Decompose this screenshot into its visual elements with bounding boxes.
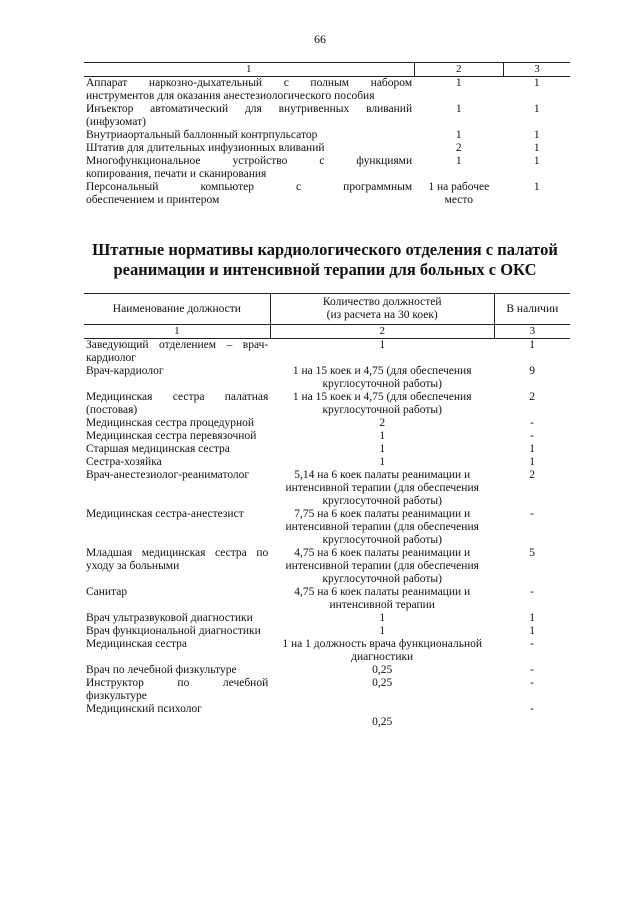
table-row <box>84 703 570 729</box>
equipment-name-cell <box>84 103 414 129</box>
table-row <box>84 417 570 430</box>
position-name-line: Медицинская сестра перевязочной <box>86 430 257 442</box>
position-count-line: круглосуточной работы) <box>322 378 442 390</box>
table-row <box>84 365 570 391</box>
equipment-available: 1 <box>533 181 540 193</box>
equipment-name-cell <box>84 155 414 181</box>
table-row <box>84 612 570 625</box>
staff-table-header <box>84 294 570 325</box>
equipment-quantity-line: 2 <box>455 142 462 154</box>
position-available: - <box>530 664 534 676</box>
position-name-cell <box>84 547 270 586</box>
position-name-line: Медицинский психолог <box>86 703 202 715</box>
position-name-cell <box>84 664 270 677</box>
position-name-line: Врач по лечебной физкультуре <box>86 664 237 676</box>
equipment-name-cell <box>84 181 414 207</box>
table-row <box>84 456 570 469</box>
table-row <box>84 155 570 181</box>
staff-table-body <box>84 339 570 730</box>
equipment-quantity-line: 1 <box>455 77 462 89</box>
equipment-quantity-cell <box>414 103 503 129</box>
equipment-name-cell <box>84 142 414 155</box>
section-title-line: Штатные нормативы кардиологического отделения с палатой <box>92 240 558 259</box>
position-count-line: 1 <box>379 456 386 468</box>
equipment-name-line: Аппарат наркозно-дыхательный с полным набором <box>86 77 413 89</box>
position-count-line: интенсивной терапии <box>329 599 435 611</box>
position-count-line <box>272 703 492 716</box>
position-available: 1 <box>529 625 535 637</box>
position-count-line: 1 на 1 должность врача функциональной <box>282 638 483 650</box>
position-name-cell <box>84 443 270 456</box>
equipment-available: 1 <box>533 142 540 154</box>
position-available: 5 <box>529 547 535 559</box>
position-available: - <box>530 430 534 442</box>
equipment-available: 1 <box>533 155 540 167</box>
position-name-cell <box>84 677 270 703</box>
position-name-line: Заведующий отделением – врач- <box>86 339 269 351</box>
position-name-line: Санитар <box>86 586 128 598</box>
table-row <box>84 443 570 456</box>
position-count-line: интенсивной терапии (для обеспечения <box>285 560 479 572</box>
position-count-cell <box>270 469 494 508</box>
position-count-cell <box>270 443 494 456</box>
position-name-line: Инструктор по лечебной <box>86 677 269 689</box>
position-count-cell <box>270 365 494 391</box>
position-count-line: 1 <box>379 430 386 442</box>
table-row <box>84 638 570 664</box>
position-name-line: Врач-анестезиолог-реаниматолог <box>86 469 250 481</box>
available-column-header: В наличии <box>494 294 570 325</box>
position-name-cell <box>84 456 270 469</box>
position-available: - <box>530 703 534 715</box>
equipment-name-line: обеспечением и принтером <box>86 194 220 206</box>
equipment-quantity-line: 1 <box>455 155 462 167</box>
column-number: 1 <box>84 325 270 339</box>
equipment-available: 1 <box>533 103 540 115</box>
position-count-cell <box>270 703 494 729</box>
position-name-cell <box>84 703 270 729</box>
page-number: 66 <box>314 32 326 46</box>
position-available: 1 <box>529 456 535 468</box>
position-available: 1 <box>529 612 535 624</box>
position-count-line: круглосуточной работы) <box>322 404 442 416</box>
position-count-line: интенсивной терапии (для обеспечения <box>285 521 479 533</box>
position-count-cell <box>270 638 494 664</box>
position-count-line: 1 <box>379 339 386 351</box>
equipment-table-body <box>84 77 570 208</box>
position-name-line: Сестра-хозяйка <box>86 456 162 468</box>
position-count-line: 1 на 15 коек и 4,75 (для обеспечения <box>292 391 472 403</box>
staff-table <box>84 293 570 729</box>
equipment-quantity-cell <box>414 142 503 155</box>
position-count-cell <box>270 664 494 677</box>
table-row <box>84 103 570 129</box>
position-name-line: Медицинская сестра палатная <box>86 391 269 403</box>
equipment-name-line: Многофункциональное устройство с функциями <box>86 155 413 167</box>
position-name-cell <box>84 612 270 625</box>
position-name-line: (постовая) <box>86 404 138 416</box>
position-available: - <box>530 677 534 689</box>
position-name-cell <box>84 638 270 664</box>
column-header-1: 1 <box>84 63 414 77</box>
position-count-cell <box>270 456 494 469</box>
table-row <box>84 339 570 366</box>
equipment-quantity-line: 1 на рабочее <box>428 181 490 193</box>
position-available: 1 <box>529 443 535 455</box>
table-row <box>84 547 570 586</box>
count-column-header <box>270 294 494 325</box>
position-count-cell <box>270 612 494 625</box>
position-available: 1 <box>529 339 535 351</box>
count-header-line: Количество должностей <box>322 296 442 308</box>
position-count-line: диагностики <box>351 651 414 663</box>
position-available: - <box>530 417 534 429</box>
equipment-quantity-line: 1 <box>455 129 462 141</box>
position-count-cell <box>270 508 494 547</box>
position-count-line: 0,25 <box>372 677 393 689</box>
table-row <box>84 677 570 703</box>
position-count-line: 2 <box>379 417 386 429</box>
table-row <box>84 430 570 443</box>
position-count-line: 4,75 на 6 коек палаты реанимации и <box>294 547 471 559</box>
equipment-quantity-line: место <box>444 194 473 206</box>
position-name-line: кардиолог <box>86 352 136 364</box>
table-row <box>84 129 570 142</box>
equipment-name-line: (инфузомат) <box>86 116 146 128</box>
position-count-line: 7,75 на 6 коек палаты реанимации и <box>294 508 471 520</box>
section-title-line: реанимации и интенсивной терапии для больных с ОКС <box>113 260 537 279</box>
position-count-cell <box>270 391 494 417</box>
equipment-quantity-cell <box>414 181 503 207</box>
position-name-cell <box>84 417 270 430</box>
table-row <box>84 469 570 508</box>
position-column-header: Наименование должности <box>84 294 270 325</box>
position-count-cell <box>270 677 494 703</box>
column-header-2: 2 <box>414 63 503 77</box>
position-count-line: 1 <box>379 625 386 637</box>
position-name-line: Младшая медицинская сестра по <box>86 547 269 559</box>
position-name-cell <box>84 391 270 417</box>
equipment-available: 1 <box>533 77 540 89</box>
position-count-line: интенсивной терапии (для обеспечения <box>285 482 479 494</box>
equipment-name-line: инструментов для оказания анестезиологического пособия <box>86 90 375 102</box>
count-header-line: (из расчета на 30 коек) <box>326 309 438 321</box>
equipment-name-line: Инъектор автоматический для внутривенных вливаний <box>86 103 413 115</box>
section-title <box>80 240 570 280</box>
position-name-line: Медицинская сестра <box>86 638 188 650</box>
position-count-cell <box>270 625 494 638</box>
equipment-name-cell <box>84 129 414 142</box>
table-row <box>84 77 570 104</box>
position-name-cell <box>84 625 270 638</box>
equipment-name-line: копирования, печати и сканирования <box>86 168 267 180</box>
equipment-table <box>84 62 570 207</box>
position-name-line: Врач функциональной диагностики <box>86 625 261 637</box>
table-row <box>84 391 570 417</box>
position-name-cell <box>84 469 270 508</box>
equipment-quantity-line: 1 <box>455 103 462 115</box>
table-row <box>84 664 570 677</box>
position-count-line: круглосуточной работы) <box>322 573 442 585</box>
column-number: 2 <box>270 325 494 339</box>
position-count-line: 4,75 на 6 коек палаты реанимации и <box>294 586 471 598</box>
position-name-cell <box>84 339 270 366</box>
equipment-quantity-cell <box>414 77 503 104</box>
position-available: 9 <box>529 365 535 377</box>
equipment-quantity-cell <box>414 155 503 181</box>
position-available: 2 <box>529 391 535 403</box>
position-name-cell <box>84 586 270 612</box>
position-name-line: Медицинская сестра-анестезист <box>86 508 244 520</box>
position-name-cell <box>84 508 270 547</box>
table-row <box>84 181 570 207</box>
position-count-line: круглосуточной работы) <box>322 495 442 507</box>
position-count-line: 1 <box>379 612 386 624</box>
position-count-cell <box>270 339 494 366</box>
position-available: 2 <box>529 469 535 481</box>
column-number: 3 <box>494 325 570 339</box>
table-row <box>84 625 570 638</box>
position-name-cell <box>84 365 270 391</box>
position-available: - <box>530 638 534 650</box>
position-available: - <box>530 508 534 520</box>
position-name-line: Медицинская сестра процедурной <box>86 417 255 429</box>
position-name-line: Врач-кардиолог <box>86 365 164 377</box>
equipment-name-cell <box>84 77 414 104</box>
equipment-name-line: Персональный компьютер с программным <box>86 181 413 193</box>
position-available: - <box>530 586 534 598</box>
position-name-line: физкультуре <box>86 690 147 702</box>
position-count-line: 0,25 <box>372 716 393 728</box>
position-count-line: 0,25 <box>372 664 393 676</box>
equipment-available: 1 <box>533 129 540 141</box>
position-name-cell <box>84 430 270 443</box>
table-row <box>84 586 570 612</box>
position-count-cell <box>270 417 494 430</box>
position-count-line: 1 на 15 коек и 4,75 (для обеспечения <box>292 365 472 377</box>
position-count-line: круглосуточной работы) <box>322 534 442 546</box>
equipment-name-line: Штатив для длительных инфузионных вливаний <box>86 142 325 154</box>
column-header-3: 3 <box>503 63 570 77</box>
position-name-line: Врач ультразвуковой диагностики <box>86 612 253 624</box>
column-numbers-row <box>84 325 570 339</box>
equipment-name-line: Внутриаортальный баллонный контрпульсатор <box>86 129 318 141</box>
equipment-table-header <box>84 63 570 77</box>
equipment-quantity-cell <box>414 129 503 142</box>
position-name-line: уходу за больными <box>86 560 180 572</box>
position-count-cell <box>270 430 494 443</box>
position-count-cell <box>270 547 494 586</box>
position-count-cell <box>270 586 494 612</box>
table-row <box>84 508 570 547</box>
position-count-line: 1 <box>379 443 386 455</box>
position-name-line: Старшая медицинская сестра <box>86 443 230 455</box>
table-row <box>84 142 570 155</box>
position-count-line: 5,14 на 6 коек палаты реанимации и <box>294 469 471 481</box>
